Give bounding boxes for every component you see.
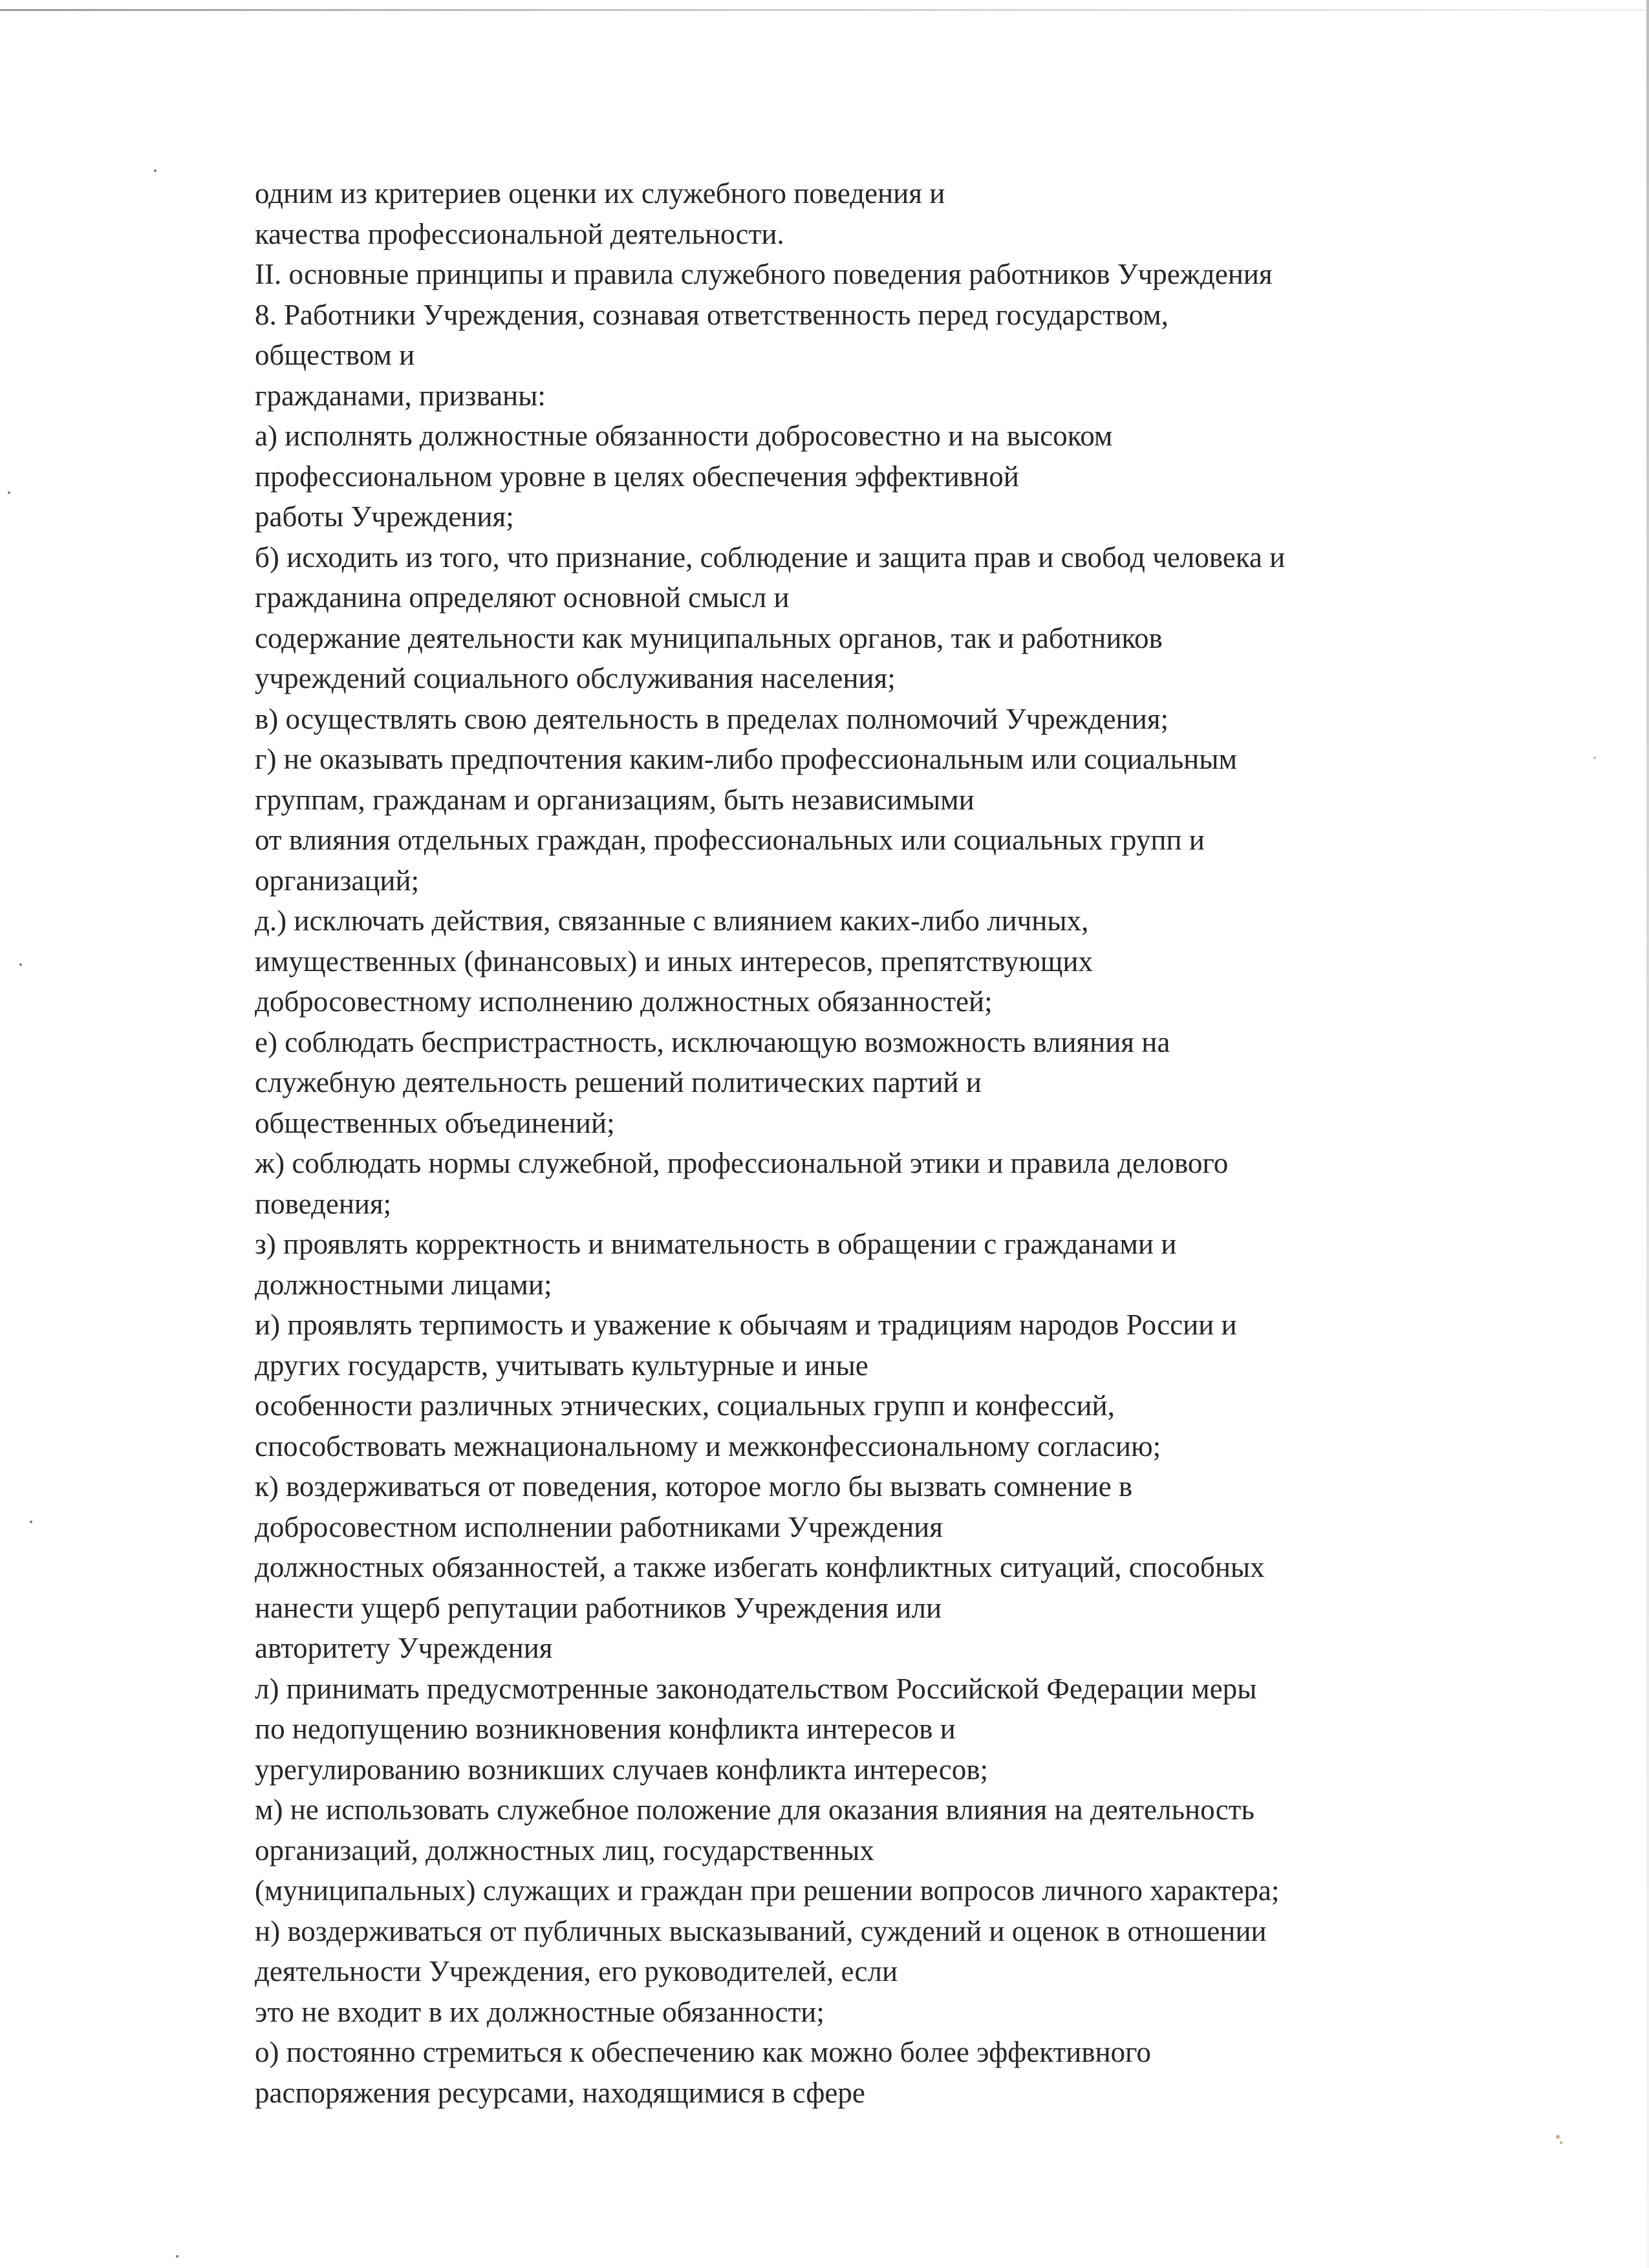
text-line: должностными лицами; [255,1268,552,1301]
list-item-z: з) проявлять корректность и внимательность в обращении с гражданами и [255,1228,1177,1260]
scan-top-edge [0,9,1649,11]
text-line: от влияния отдельных граждан, профессиональных или социальных групп и [255,824,1205,856]
scan-speck [19,963,22,966]
text-line: должностных обязанностей, а также избегать конфликтных ситуаций, способных [255,1551,1265,1583]
list-item-e: е) соблюдать беспристрастность, исключающую возможность влияния на [255,1025,1170,1058]
scan-speck [1560,2141,1562,2144]
text-line: поведения; [255,1187,392,1220]
text-line: содержание деятельности как муниципальных органов, так и работников [255,621,1163,654]
text-line: других государств, учитывать культурные и иные [255,1349,868,1382]
list-item-d: д.) исключать действия, связанные с влиянием каких-либо личных, [255,904,1089,937]
text-line: по недопущению возникновения конфликта интересов и [255,1713,956,1745]
text-line: группам, гражданам и организациям, быть независимыми [255,783,975,816]
list-item-l: л) принимать предусмотренные законодательством Российской Федерации меры [255,1672,1257,1705]
scan-speck [1593,756,1596,759]
document-body [255,173,1548,2113]
list-item-k: к) воздерживаться от поведения, которое могло бы вызвать сомнение в [255,1470,1133,1503]
list-item-o: о) постоянно стремиться к обеспечению как можно более эффективного [255,2036,1151,2068]
text-line: это не входит в их должностные обязанности; [255,1995,824,2028]
text-line: имущественных (финансовых) и иных интересов, препятствующих [255,945,1093,978]
text-line: способствовать межнациональному и межконфессиональному согласию; [255,1429,1161,1462]
scan-speck [1556,2135,1560,2139]
text-line: обществом и [255,339,415,371]
list-item-i: и) проявлять терпимость и уважение к обычаям и традициям народов России и [255,1309,1237,1341]
text-line: нанести ущерб репутации работников Учреждения или [255,1591,942,1624]
list-item-a: а) исполнять должностные обязанности добросовестно и на высоком [255,420,1113,452]
section-heading: II. основные принципы и правила служебного поведения работников Учреждения [255,258,1273,290]
list-item-g: г) не оказывать предпочтения каким-либо профессиональным или социальным [255,743,1237,775]
text-line: деятельности Учреждения, его руководителей, если [255,1955,898,1987]
text-line: гражданина определяют основной смысл и [255,581,790,614]
text-line: учреждений социального обслуживания населения; [255,662,896,694]
text-line: добросовестном исполнении работниками Учреждения [255,1510,943,1543]
scan-speck [30,1521,32,1523]
scan-speck [8,491,10,494]
text-line: гражданами, призваны: [255,379,546,412]
text-line: профессиональном уровне в целях обеспечения эффективной [255,460,1019,493]
scan-speck [176,2255,178,2258]
list-item-b: б) исходить из того, что признание, соблюдение и защита прав и свобод человека и [255,540,1286,573]
scan-speck [154,169,156,172]
text-line: служебную деятельность решений политических партий и [255,1066,982,1098]
text-line: добросовестному исполнению должностных обязанностей; [255,985,993,1018]
list-item-n: н) воздерживаться от публичных высказываний, суждений и оценок в отношении [255,1914,1267,1947]
text-line: особенности различных этнических, социальных групп и конфессий, [255,1389,1115,1422]
text-line: (муниципальных) служащих и граждан при решении вопросов личного характера; [255,1874,1280,1907]
list-item-zh: ж) соблюдать нормы служебной, профессиональной этики и правила делового [255,1147,1229,1179]
text-line: распоряжения ресурсами, находящимися в сфере [255,2076,865,2109]
text-line: качества профессиональной деятельности. [255,217,784,250]
list-item-m: м) не использовать служебное положение для оказания влияния на деятельность [255,1793,1255,1826]
text-line: организаций; [255,864,420,897]
text-line: авторитету Учреждения [255,1632,553,1664]
text-line: работы Учреждения; [255,500,514,533]
text-line: урегулированию возникших случаев конфликта интересов; [255,1753,988,1786]
scan-right-edge [1646,0,1649,2268]
text-line: одним из критериев оценки их служебного поведения и [255,177,945,209]
text-line: 8. Работники Учреждения, сознавая ответственность перед государством, [255,298,1169,331]
list-item-v: в) осуществлять свою деятельность в пределах полномочий Учреждения; [255,702,1169,735]
text-line: общественных объединений; [255,1106,615,1139]
text-line: организаций, должностных лиц, государственных [255,1834,874,1867]
